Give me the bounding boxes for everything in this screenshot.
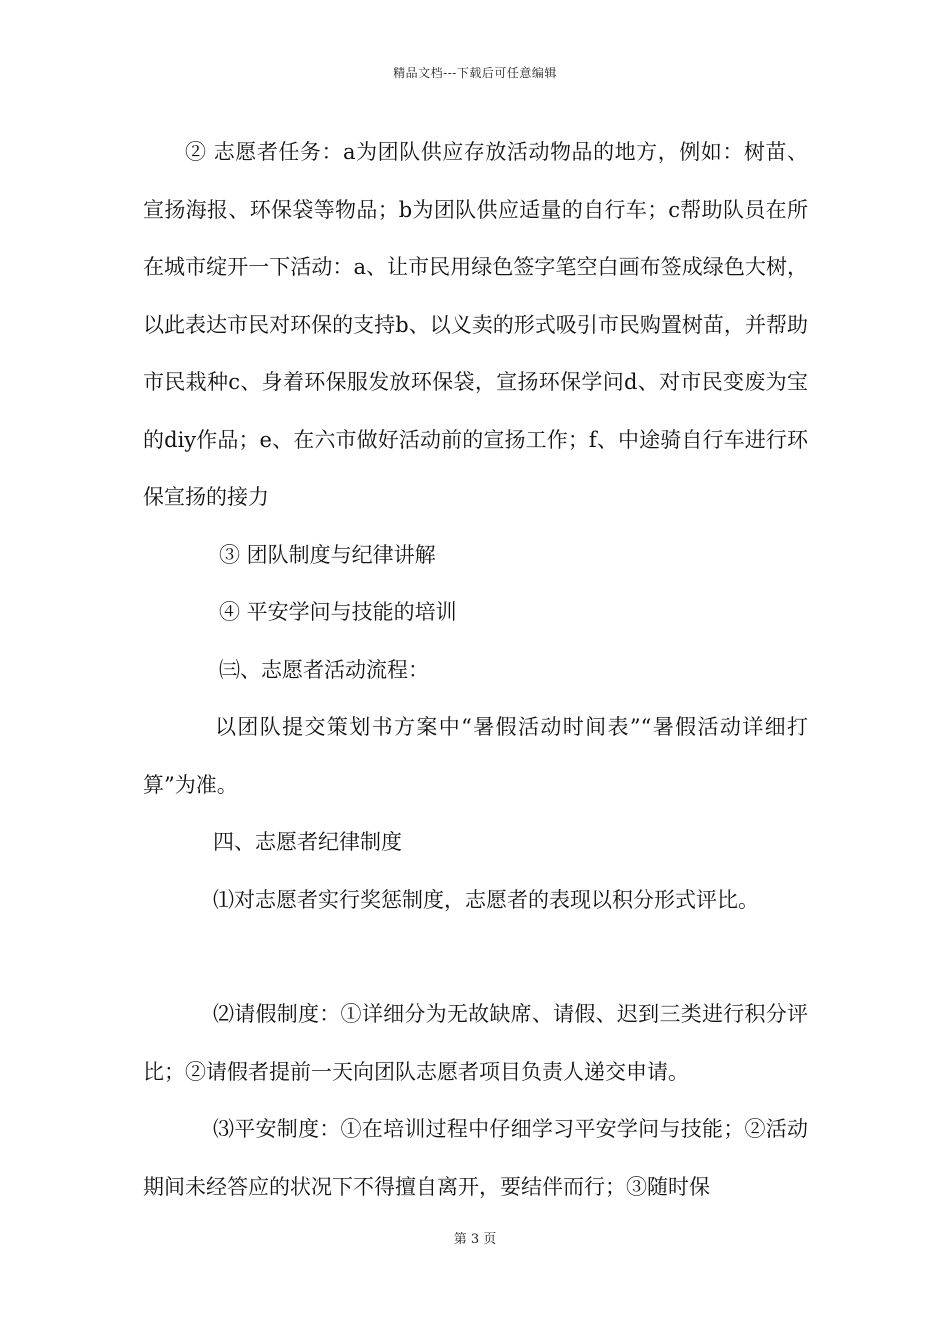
paragraph-activity-flow-heading: ㈢、志愿者活动流程：	[219, 657, 429, 682]
section-heading-discipline: 四、志愿者纪律制度	[213, 830, 402, 854]
paragraph-reward-system: ⑴对志愿者实行奖惩制度，志愿者的表现以积分形式评比。	[213, 887, 759, 912]
page-header: 精品文档---下载后可任意编辑	[393, 66, 557, 80]
paragraph-activity-flow: 以团队提交策划书方案中“暑假活动时间表”“暑假活动详细打算”为准。	[143, 715, 808, 797]
paragraph-volunteer-tasks: ② 志愿者任务：a为团队供应存放活动物品的地方，例如：树苗、宣扬海报、环保袋等物品；b为团队供应适量的自行车；c帮助队员在所在城市绽开一下活动：a、让市民用绿色签字笔空白画布签成绿色大树，以此表达市民对环保的支持b、以义卖的形式吸引市民购置树苗，并帮助市民栽种c、身着环保服发放环保袋，宣扬环保学问d、对市民变废为宝的diy作品；e、在六市做好活动前的宣扬工作；f、中途骑自行车进行环保宣扬的接力	[143, 140, 808, 509]
paragraph-safety-training: ④ 平安学问与技能的培训	[219, 600, 457, 624]
document-body	[143, 124, 808, 1216]
paragraph-leave-system: ⑵请假制度：①详细分为无故缺席、请假、迟到三类进行积分评比；②请假者提前一天向团队志愿者项目负责人递交申请。	[143, 1002, 808, 1084]
paragraph-safety-system: ⑶平安制度：①在培训过程中仔细学习平安学问与技能；②活动期间未经答应的状况下不得擅自离开，要结伴而行；③随时保	[143, 1117, 808, 1199]
page-number: 第 3 页	[453, 1232, 497, 1247]
paragraph-team-rules: ③ 团队制度与纪律讲解	[219, 542, 436, 567]
